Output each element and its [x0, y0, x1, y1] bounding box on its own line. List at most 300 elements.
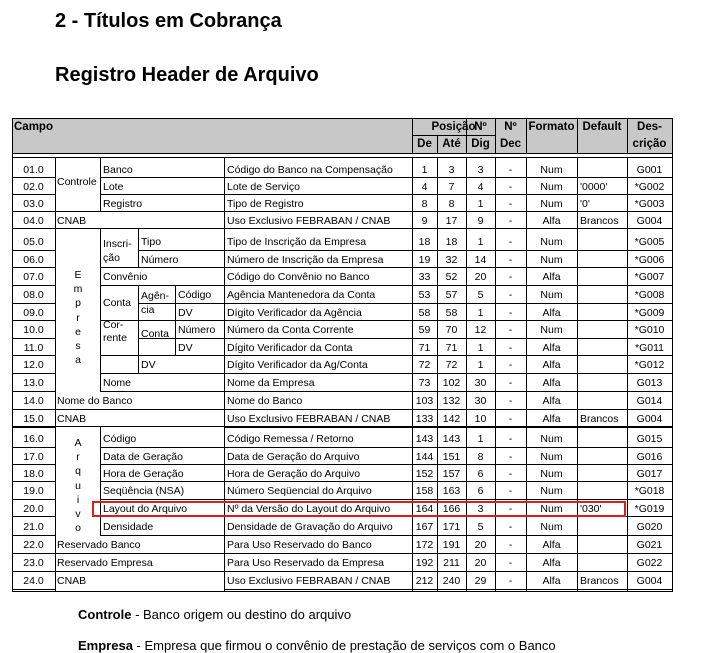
- header-descricao-2: crição: [632, 138, 667, 150]
- row-nome: Lote de Serviço: [227, 180, 300, 193]
- row-dig: 30: [474, 377, 487, 389]
- row-formato: Alfa: [542, 271, 561, 283]
- row-rule: [12, 447, 55, 448]
- table-bottom-border: [12, 591, 672, 592]
- row-campo: Tipo: [141, 236, 162, 248]
- group-letter-empresa: e: [75, 325, 81, 338]
- row-default: Brancos: [580, 214, 619, 227]
- rule: [100, 267, 224, 268]
- rule: [100, 285, 224, 286]
- row-descricao: *G006: [634, 253, 665, 266]
- row-rule: [12, 391, 55, 392]
- row-ate: 7: [448, 180, 455, 193]
- row-de: 4: [421, 180, 428, 193]
- group-label-agencia: Agên-: [141, 290, 170, 302]
- row-campo: CNAB: [57, 413, 87, 425]
- row-rule: [12, 464, 55, 465]
- row-number: 09.0: [23, 306, 44, 319]
- group-label-corrente: Cor-: [103, 319, 124, 331]
- row-number: 13.0: [23, 377, 44, 389]
- row-dec: -: [508, 433, 513, 445]
- row-ate: 157: [442, 467, 461, 480]
- row-formato: Alfa: [542, 359, 561, 371]
- row-dig: 5: [477, 520, 484, 533]
- rule: [138, 228, 139, 267]
- row-descricao: G020: [636, 520, 663, 533]
- row-rule: [224, 250, 672, 251]
- row-nome: Número de Inscrição da Empresa: [227, 253, 384, 266]
- row-nome: Uso Exclusivo FEBRABAN / CNAB: [227, 214, 391, 227]
- row-nome: Dígito Verificador da Conta: [227, 341, 353, 354]
- row-rule: [224, 499, 672, 500]
- row-rule: [224, 409, 672, 410]
- row-de: 143: [415, 433, 434, 445]
- row-nome: Número da Conta Corrente: [227, 324, 354, 336]
- row-dec: -: [508, 539, 513, 551]
- rule: [100, 373, 224, 374]
- row-de: 72: [418, 359, 431, 371]
- group-label-corrente-2: rente: [103, 332, 127, 344]
- row-number: 22.0: [23, 539, 44, 551]
- row-number: 06.0: [23, 253, 44, 266]
- row-formato: Alfa: [542, 341, 561, 354]
- row-dec: -: [508, 485, 513, 497]
- row-formato: Num: [540, 253, 563, 266]
- row-descricao: *G009: [634, 306, 665, 319]
- group-label-controle: Controle: [57, 176, 97, 188]
- group-letter-empresa: E: [74, 269, 82, 281]
- row-nome: Nome do Banco: [227, 395, 303, 407]
- row-descricao: *G007: [634, 271, 665, 283]
- row-number: 03.0: [23, 197, 44, 210]
- row-campo: CNAB: [57, 214, 87, 227]
- rule: [100, 391, 224, 392]
- row-rule: [224, 391, 672, 392]
- header-dig: Dig: [471, 138, 490, 150]
- row-descricao: G001: [636, 163, 663, 176]
- table-right-border: [672, 118, 673, 592]
- row-campo: Código: [103, 433, 137, 445]
- row-nome: Agência Mantenedora da Conta: [227, 289, 376, 301]
- row-rule: [12, 250, 55, 251]
- row-dig: 30: [474, 395, 487, 407]
- rule: [55, 211, 224, 212]
- row-dig: 29: [474, 575, 487, 587]
- row-de: 133: [415, 413, 434, 425]
- row-descricao: G004: [636, 214, 663, 227]
- row-nome: Tipo de Registro: [227, 197, 304, 210]
- row-ate: 166: [442, 502, 461, 515]
- row-formato: Alfa: [542, 306, 561, 319]
- row-campo: DV: [178, 341, 193, 354]
- row-ate: 151: [442, 450, 461, 463]
- header-posicao: Posição: [431, 121, 476, 133]
- row-rule: [12, 481, 55, 482]
- row-rule: [12, 409, 55, 410]
- row-campo: Hora de Geração: [103, 467, 184, 480]
- row-number: 20.0: [23, 502, 44, 515]
- row-formato: Num: [540, 163, 563, 176]
- row-ate: 17: [445, 214, 458, 227]
- rule: [100, 447, 224, 448]
- row-ate: 143: [442, 433, 461, 445]
- row-formato: Alfa: [542, 575, 561, 587]
- row-number: 02.0: [23, 180, 44, 193]
- row-descricao: G017: [636, 467, 663, 480]
- group-letter-arquivo: u: [75, 479, 81, 492]
- row-dec: -: [508, 214, 513, 227]
- rule: [100, 481, 224, 482]
- header-campo: Campo: [14, 121, 53, 133]
- row-nome: Data de Geração do Arquivo: [227, 450, 360, 463]
- row-formato: Num: [540, 502, 563, 515]
- rule: [175, 320, 176, 355]
- row-number: 08.0: [23, 289, 44, 301]
- row-rule: [12, 303, 55, 304]
- row-rule: [224, 355, 672, 356]
- rule: [55, 409, 224, 410]
- group-label-conta2: Conta: [141, 328, 170, 340]
- header-descricao: Des-: [637, 121, 662, 133]
- rule: [100, 228, 101, 391]
- row-rule: [12, 194, 55, 195]
- row-ate: 58: [445, 306, 458, 319]
- row-rule: [224, 320, 672, 321]
- row-dig: 3: [477, 502, 484, 515]
- row-ate: 71: [445, 341, 458, 354]
- row-formato: Alfa: [542, 539, 561, 551]
- row-default: '0': [580, 197, 590, 210]
- row-dec: -: [508, 557, 513, 569]
- row-nome: Hora de Geração do Arquivo: [227, 467, 361, 480]
- group-letter-empresa: a: [75, 354, 81, 367]
- row-campo: Convênio: [103, 271, 148, 283]
- row-dig: 1: [477, 341, 484, 354]
- row-descricao: *G019: [634, 502, 665, 515]
- row-formato: Alfa: [542, 377, 561, 389]
- row-descricao: *G011: [635, 341, 664, 354]
- rule: [100, 355, 224, 356]
- group-letter-arquivo: o: [75, 522, 81, 535]
- row-nome: Tipo de Inscrição da Empresa: [227, 236, 367, 248]
- row-campo: Reservado Empresa: [57, 557, 153, 569]
- row-de: 103: [415, 395, 434, 407]
- header-ate: Até: [442, 138, 461, 150]
- rule: [412, 135, 495, 136]
- row-dig: 1: [477, 197, 484, 210]
- row-rule: [224, 303, 672, 304]
- group-letter-empresa: m: [73, 283, 83, 296]
- row-rule: [12, 320, 55, 321]
- row-formato: Num: [540, 433, 563, 445]
- row-campo: Código: [178, 289, 212, 301]
- row-dig: 1: [477, 433, 484, 445]
- row-rule: [224, 211, 672, 212]
- row-dig: 5: [477, 289, 484, 301]
- row-de: 144: [415, 450, 434, 463]
- row-dec: -: [508, 289, 513, 301]
- row-number: 17.0: [23, 450, 44, 463]
- row-number: 14.0: [23, 395, 44, 407]
- row-rule: [224, 228, 672, 229]
- row-nome: Para Uso Reservado do Banco: [227, 539, 372, 551]
- row-formato: Num: [540, 236, 563, 248]
- row-number: 05.0: [23, 236, 44, 248]
- row-campo: DV: [141, 359, 156, 371]
- row-rule: [12, 355, 55, 356]
- row-ate: 18: [445, 236, 458, 248]
- rule: [55, 426, 224, 427]
- row-number: 12.0: [23, 359, 44, 371]
- row-rule: [12, 373, 55, 374]
- row-descricao: G022: [636, 557, 663, 569]
- row-rule: [12, 535, 55, 536]
- row-de: 192: [415, 557, 434, 569]
- group-letter-arquivo: r: [76, 451, 80, 464]
- row-ate: 72: [445, 359, 458, 371]
- row-dec: -: [508, 502, 513, 515]
- row-rule: [224, 373, 672, 374]
- row-descricao: *G012: [634, 359, 665, 371]
- row-ate: 32: [445, 253, 458, 266]
- row-number: 10.0: [23, 324, 44, 336]
- rule: [55, 571, 224, 572]
- row-rule: [224, 194, 672, 195]
- group-letter-arquivo: v: [75, 508, 81, 520]
- row-default: '030': [580, 502, 602, 515]
- row-formato: Alfa: [542, 557, 561, 569]
- row-descricao: G015: [636, 433, 663, 445]
- row-descricao: G016: [636, 450, 663, 463]
- row-campo: CNAB: [57, 575, 87, 587]
- row-dec: -: [508, 450, 513, 463]
- row-de: 71: [418, 341, 431, 354]
- header-n-dec: Nº: [504, 121, 517, 133]
- rule: [100, 464, 224, 465]
- row-dec: -: [508, 467, 513, 480]
- row-de: 152: [415, 467, 434, 480]
- row-dec: -: [508, 236, 513, 248]
- row-number: 11.0: [23, 341, 44, 354]
- row-de: 172: [415, 539, 434, 551]
- group-label-inscricao: Inscri-: [103, 238, 132, 250]
- footnote-text: - Empresa que firmou o convênio de prestação de serviços com o Banco: [132, 638, 556, 653]
- row-number: 23.0: [23, 557, 44, 569]
- footnote-text: - Banco origem ou destino do arquivo: [131, 607, 352, 622]
- row-dec: -: [508, 180, 513, 193]
- row-formato: Num: [540, 485, 563, 497]
- row-ate: 52: [445, 271, 458, 283]
- row-de: 53: [418, 289, 431, 301]
- row-campo: Nome: [103, 377, 132, 389]
- row-formato: Alfa: [542, 413, 561, 425]
- row-rule: [12, 427, 55, 428]
- row-rule: [12, 211, 55, 212]
- section-title: 2 - Títulos em Cobrança: [55, 10, 282, 32]
- row-ate: 132: [442, 395, 461, 407]
- group-label-inscricao-2: ção: [103, 252, 120, 264]
- row-campo: Reservado Banco: [57, 539, 141, 551]
- rule: [100, 499, 224, 500]
- row-dec: -: [508, 395, 513, 407]
- row-nome: Dígito Verificador da Ag/Conta: [227, 359, 368, 371]
- row-dig: 6: [477, 485, 484, 497]
- row-dec: -: [508, 306, 513, 319]
- footnote-term: Controle: [78, 607, 132, 622]
- row-campo: Número: [178, 324, 216, 336]
- row-rule: [224, 481, 672, 482]
- row-nome: Nº da Versão do Layout do Arquivo: [227, 502, 391, 515]
- row-rule: [12, 571, 55, 572]
- row-campo: Nome do Banco: [57, 395, 133, 407]
- row-rule: [12, 285, 55, 286]
- group-letter-arquivo: A: [74, 437, 82, 449]
- rule: [100, 194, 224, 195]
- row-dig: 14: [474, 253, 487, 266]
- row-dig: 6: [477, 467, 484, 480]
- row-descricao: G021: [636, 539, 663, 551]
- row-formato: Alfa: [542, 214, 561, 227]
- row-de: 59: [418, 324, 431, 336]
- footnote-empresa: [78, 638, 556, 653]
- row-campo: Seqüência (NSA): [103, 485, 185, 497]
- row-dec: -: [508, 253, 513, 266]
- row-dig: 12: [474, 324, 487, 336]
- rule: [138, 250, 224, 251]
- row-dig: 20: [474, 271, 487, 283]
- row-formato: Num: [540, 520, 563, 533]
- row-number: 19.0: [23, 485, 44, 497]
- row-de: 158: [415, 485, 434, 497]
- row-ate: 142: [442, 413, 461, 425]
- rule: [55, 228, 224, 229]
- row-de: 212: [415, 575, 434, 587]
- row-number: 16.0: [23, 433, 44, 445]
- group-label-agencia-2: cia: [141, 304, 155, 316]
- footnote-controle: [78, 607, 351, 622]
- row-number: 21.0: [23, 520, 44, 533]
- row-ate: 3: [448, 163, 455, 176]
- row-de: 1: [421, 163, 428, 176]
- row-ate: 70: [445, 324, 458, 336]
- rule: [100, 177, 224, 178]
- row-de: 8: [421, 197, 428, 210]
- highlight-box-row-20: [92, 501, 626, 517]
- row-de: 9: [421, 214, 428, 227]
- header-dec: Dec: [499, 138, 522, 150]
- header-default: Default: [582, 121, 622, 133]
- row-dig: 8: [477, 450, 484, 463]
- row-rule: [224, 338, 672, 339]
- row-number: 24.0: [23, 575, 44, 587]
- row-ate: 191: [442, 539, 461, 551]
- row-de: 164: [415, 502, 434, 515]
- group-letter-empresa: s: [75, 340, 81, 352]
- header-de: De: [417, 138, 432, 150]
- row-rule: [224, 553, 672, 554]
- rule: [55, 553, 224, 554]
- row-dig: 1: [477, 306, 484, 319]
- row-number: 07.0: [23, 271, 44, 283]
- row-dig: 1: [477, 359, 484, 371]
- row-rule: [12, 553, 55, 554]
- row-rule: [12, 177, 55, 178]
- row-dig: 20: [474, 539, 487, 551]
- row-formato: Num: [540, 180, 563, 193]
- row-descricao: G014: [636, 395, 663, 407]
- row-descricao: G013: [636, 377, 663, 389]
- col-rule: [577, 157, 578, 591]
- row-nome: Nome da Empresa: [227, 377, 315, 389]
- row-de: 73: [418, 377, 431, 389]
- section-separator: [12, 157, 672, 158]
- row-de: 167: [415, 520, 434, 533]
- row-ate: 171: [442, 520, 461, 533]
- row-nome: Dígito Verificador da Agência: [227, 306, 362, 319]
- row-descricao: G004: [636, 575, 663, 587]
- row-ate: 163: [442, 485, 461, 497]
- row-rule: [12, 338, 55, 339]
- row-rule: [12, 228, 55, 229]
- row-campo: Data de Geração: [103, 450, 183, 463]
- row-nome: Número Seqüencial do Arquivo: [227, 485, 372, 497]
- row-dig: 4: [477, 180, 484, 193]
- row-number: 18.0: [23, 467, 44, 480]
- row-ate: 102: [442, 377, 461, 389]
- row-number: 15.0: [23, 413, 44, 425]
- row-rule: [224, 571, 672, 572]
- rule: [138, 355, 139, 373]
- rule: [100, 535, 224, 536]
- row-descricao: *G008: [634, 289, 665, 301]
- row-dec: -: [508, 520, 513, 533]
- rule: [175, 285, 176, 320]
- row-nome: Código do Banco na Compensação: [227, 163, 393, 176]
- group-letter-arquivo: q: [75, 465, 81, 478]
- col-num-rule: [55, 157, 56, 591]
- row-campo: Densidade: [103, 520, 154, 533]
- row-rule: [224, 177, 672, 178]
- row-dig: 1: [477, 236, 484, 248]
- row-descricao: G004: [636, 413, 663, 425]
- footnote-term: Empresa: [78, 638, 133, 653]
- group-letter-empresa: r: [76, 311, 80, 324]
- row-ate: 8: [448, 197, 455, 210]
- row-rule: [224, 267, 672, 268]
- row-dig: 10: [474, 413, 487, 425]
- row-campo: Banco: [103, 163, 133, 176]
- row-nome: Uso Exclusivo FEBRABAN / CNAB: [227, 413, 391, 425]
- rule: [100, 157, 101, 211]
- row-default: Brancos: [580, 413, 619, 425]
- row-nome: Para Uso Reservado da Empresa: [227, 557, 384, 569]
- row-default: Brancos: [580, 575, 619, 587]
- row-campo: Número: [141, 253, 179, 266]
- row-number: 01.0: [23, 163, 44, 176]
- row-formato: Num: [540, 467, 563, 480]
- group-letter-arquivo: i: [76, 493, 80, 506]
- row-nome: Código do Convênio no Banco: [227, 271, 370, 283]
- row-rule: [224, 427, 672, 428]
- row-formato: Alfa: [542, 395, 561, 407]
- row-dig: 3: [477, 163, 484, 176]
- row-default: '0000': [580, 180, 608, 193]
- row-dig: 9: [477, 214, 484, 227]
- row-dec: -: [508, 197, 513, 210]
- row-campo: Layout do Arquivo: [103, 502, 188, 515]
- row-dig: 20: [474, 557, 487, 569]
- header-record-table: [12, 118, 672, 592]
